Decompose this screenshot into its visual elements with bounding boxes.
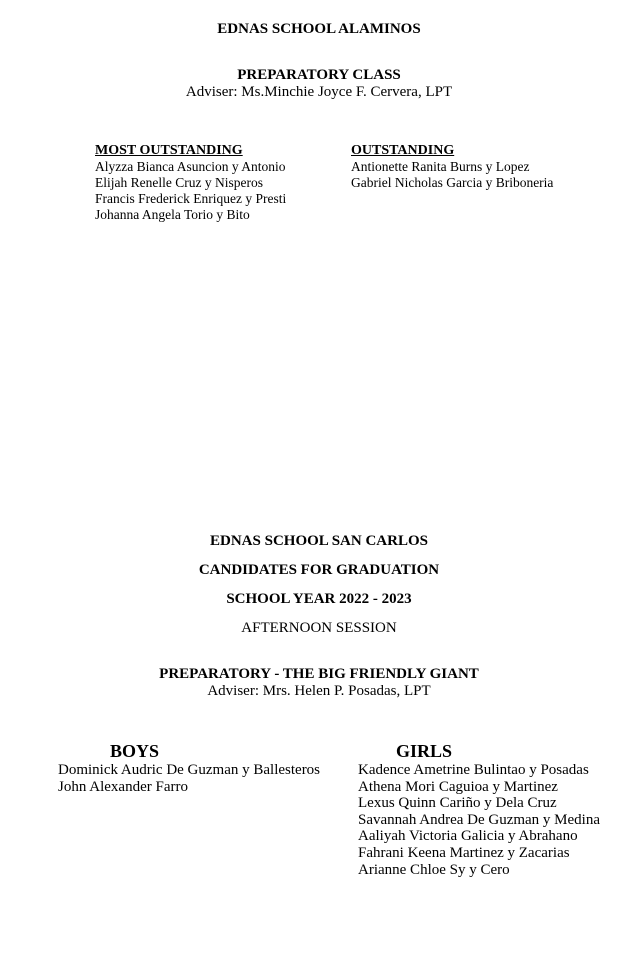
list-item: Lexus Quinn Cariño y Dela Cruz — [358, 795, 557, 812]
girls-list — [358, 762, 600, 878]
school-name-san-carlos: EDNAS SCHOOL SAN CARLOS — [210, 533, 428, 549]
boys-heading: BOYS — [110, 741, 160, 761]
list-item: Fahrani Keena Martinez y Zacarias — [358, 844, 570, 861]
list-item: Antionette Ranita Burns y Lopez — [351, 159, 530, 174]
session-label: AFTERNOON SESSION — [241, 620, 397, 636]
school-year: SCHOOL YEAR 2022 - 2023 — [226, 591, 412, 607]
most-outstanding-heading: MOST OUTSTANDING — [95, 143, 243, 158]
girls-heading: GIRLS — [396, 741, 453, 761]
outstanding-heading: OUTSTANDING — [351, 143, 455, 158]
adviser-alaminos: Adviser: Ms.Minchie Joyce F. Cervera, LPT — [185, 84, 453, 100]
candidates-title: CANDIDATES FOR GRADUATION — [198, 562, 440, 578]
list-item: John Alexander Farro — [58, 778, 188, 795]
list-item: Gabriel Nicholas Garcia y Briboneria — [351, 175, 554, 190]
adviser-san-carlos: Adviser: Mrs. Helen P. Posadas, LPT — [207, 683, 431, 699]
list-item: Arianne Chloe Sy y Cero — [358, 861, 510, 878]
list-item: Alyzza Bianca Asuncion y Antonio — [95, 159, 286, 174]
list-item: Kadence Ametrine Bulintao y Posadas — [358, 762, 589, 778]
list-item: Francis Frederick Enriquez y Presti — [95, 191, 287, 206]
school-name-alaminos: EDNAS SCHOOL ALAMINOS — [217, 21, 421, 37]
outstanding-list — [351, 143, 553, 191]
class-title-bfg: PREPARATORY - THE BIG FRIENDLY GIANT — [159, 666, 479, 682]
list-item: Johanna Angela Torio y Bito — [95, 207, 250, 222]
most-outstanding-list — [95, 143, 286, 223]
list-item: Dominick Audric De Guzman y Ballesteros — [58, 762, 321, 778]
list-item: Athena Mori Caguioa y Martinez — [358, 778, 558, 795]
class-title-preparatory: PREPARATORY CLASS — [237, 67, 401, 83]
boys-list — [58, 762, 320, 795]
list-item: Aaliyah Victoria Galicia y Abrahano — [358, 828, 578, 845]
list-item: Elijah Renelle Cruz y Nisperos — [95, 175, 263, 190]
list-item: Savannah Andrea De Guzman y Medina — [358, 811, 601, 828]
